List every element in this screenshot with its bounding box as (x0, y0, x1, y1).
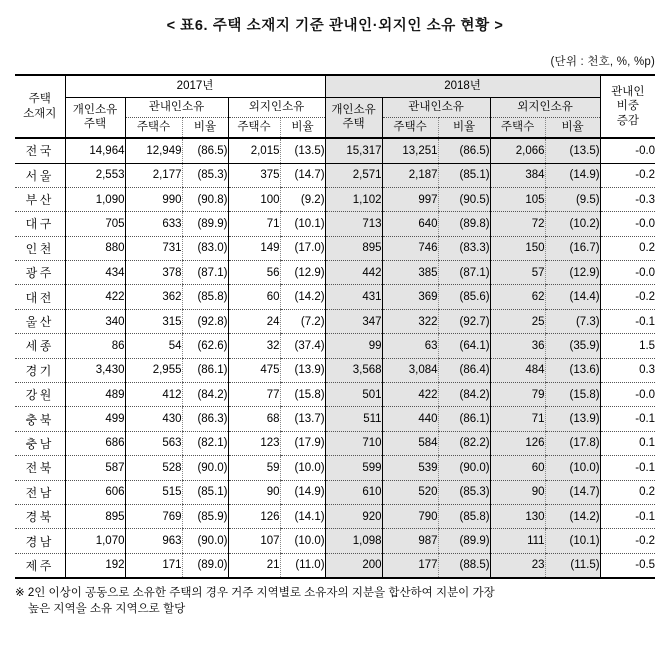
cell-2018-outside-ratio: (16.7) (545, 236, 600, 260)
cell-2018-local-count: 790 (382, 504, 438, 528)
row-header-region: 서울 (15, 163, 65, 187)
cell-2018-local-count: 584 (382, 431, 438, 455)
cell-delta: -0.3 (600, 187, 655, 211)
cell-2017-personal-owned: 422 (65, 285, 125, 309)
cell-2018-personal-owned: 610 (325, 480, 382, 504)
cell-2018-outside-count: 150 (490, 236, 545, 260)
row-header-region: 전국 (15, 138, 65, 163)
table-row (15, 261, 655, 285)
cell-2017-personal-owned: 1,090 (65, 187, 125, 211)
table-row (15, 163, 655, 187)
stub-header-line2: 소재지 (23, 107, 57, 120)
cell-2017-local-count: 2,177 (125, 163, 182, 187)
cell-2018-personal-owned: 920 (325, 504, 382, 528)
cell-2018-local-count: 63 (382, 334, 438, 358)
cell-2017-local-count: 12,949 (125, 138, 182, 163)
header-row-groups (15, 97, 655, 117)
cell-2018-outside-ratio: (12.9) (545, 261, 600, 285)
table-row (15, 456, 655, 480)
cell-2018-local-count: 997 (382, 187, 438, 211)
cell-2018-outside-ratio: (13.5) (545, 138, 600, 163)
cell-2017-local-ratio: (90.0) (182, 456, 228, 480)
cell-2018-outside-count: 130 (490, 504, 545, 528)
cell-2017-local-ratio: (90.8) (182, 187, 228, 211)
cell-2017-outside-count: 123 (228, 431, 280, 455)
cell-2018-local-ratio: (89.8) (438, 212, 490, 236)
cell-2017-local-count: 171 (125, 553, 182, 577)
cell-2018-personal-owned: 713 (325, 212, 382, 236)
header-2017-personal-owned (65, 97, 125, 138)
cell-2018-outside-ratio: (35.9) (545, 334, 600, 358)
cell-delta: -0.1 (600, 456, 655, 480)
cell-2018-local-ratio: (88.5) (438, 553, 490, 577)
cell-2017-personal-owned: 705 (65, 212, 125, 236)
cell-2017-local-count: 515 (125, 480, 182, 504)
cell-delta: -0.0 (600, 383, 655, 407)
cell-2018-local-count: 2,187 (382, 163, 438, 187)
cell-2018-outside-ratio: (13.6) (545, 358, 600, 382)
header-row-years (15, 75, 655, 97)
cell-2018-outside-count: 25 (490, 309, 545, 333)
row-header-region: 충남 (15, 431, 65, 455)
cell-2018-local-ratio: (85.6) (438, 285, 490, 309)
cell-2018-outside-count: 79 (490, 383, 545, 407)
cell-2017-local-ratio: (85.3) (182, 163, 228, 187)
cell-2017-outside-count: 149 (228, 236, 280, 260)
cell-2017-outside-count: 77 (228, 383, 280, 407)
cell-2017-personal-owned: 489 (65, 383, 125, 407)
cell-2017-local-ratio: (87.1) (182, 261, 228, 285)
cell-2017-outside-count: 126 (228, 504, 280, 528)
cell-2018-local-ratio: (86.1) (438, 407, 490, 431)
cell-2017-outside-count: 68 (228, 407, 280, 431)
cell-2018-outside-count: 36 (490, 334, 545, 358)
cell-2017-local-ratio: (86.1) (182, 358, 228, 382)
table-row (15, 431, 655, 455)
cell-2017-outside-count: 21 (228, 553, 280, 577)
cell-2018-personal-owned: 2,571 (325, 163, 382, 187)
cell-delta: -0.2 (600, 529, 655, 553)
cell-2017-local-count: 2,955 (125, 358, 182, 382)
header-2017-personal-owned-line1: 개인소유 (72, 104, 118, 117)
cell-2017-local-count: 769 (125, 504, 182, 528)
cell-2017-outside-ratio: (10.0) (280, 456, 325, 480)
cell-2017-outside-ratio: (11.0) (280, 553, 325, 577)
cell-2017-local-ratio: (85.8) (182, 285, 228, 309)
cell-2018-personal-owned: 3,568 (325, 358, 382, 382)
cell-2017-personal-owned: 587 (65, 456, 125, 480)
cell-2017-local-count: 412 (125, 383, 182, 407)
cell-2018-outside-count: 484 (490, 358, 545, 382)
header-year-2017: 2017년 (65, 75, 325, 97)
cell-2017-local-count: 430 (125, 407, 182, 431)
cell-2018-outside-ratio: (7.3) (545, 309, 600, 333)
cell-2017-local-count: 54 (125, 334, 182, 358)
row-header-region: 대전 (15, 285, 65, 309)
table-row (15, 334, 655, 358)
header-delta-line1: 관내인 (611, 86, 645, 99)
cell-2017-local-count: 963 (125, 529, 182, 553)
cell-2018-local-ratio: (90.5) (438, 187, 490, 211)
cell-2017-outside-count: 90 (228, 480, 280, 504)
cell-2018-outside-count: 111 (490, 529, 545, 553)
cell-2017-outside-ratio: (7.2) (280, 309, 325, 333)
cell-2017-local-count: 731 (125, 236, 182, 260)
cell-2017-outside-count: 56 (228, 261, 280, 285)
cell-2017-local-count: 563 (125, 431, 182, 455)
cell-2018-local-ratio: (64.1) (438, 334, 490, 358)
cell-2017-outside-count: 100 (228, 187, 280, 211)
cell-delta: -0.1 (600, 504, 655, 528)
table-row (15, 553, 655, 577)
cell-2017-local-ratio: (86.5) (182, 138, 228, 163)
cell-2018-outside-count: 57 (490, 261, 545, 285)
header-2017-outside-count: 주택수 (228, 117, 280, 138)
cell-2017-local-count: 633 (125, 212, 182, 236)
cell-2018-local-count: 385 (382, 261, 438, 285)
row-header-region: 충북 (15, 407, 65, 431)
cell-delta: 0.2 (600, 236, 655, 260)
cell-2018-personal-owned: 200 (325, 553, 382, 577)
unit-note: (단위 : 천호, %, %p) (550, 56, 655, 68)
cell-2017-outside-count: 475 (228, 358, 280, 382)
table-row (15, 138, 655, 163)
cell-2017-local-count: 378 (125, 261, 182, 285)
row-header-region: 대구 (15, 212, 65, 236)
table-body (15, 138, 655, 578)
page-title: < 표6. 주택 소재지 기준 관내인·외지인 소유 현황 > (166, 18, 504, 34)
cell-2017-outside-ratio: (13.5) (280, 138, 325, 163)
cell-2017-outside-ratio: (13.7) (280, 407, 325, 431)
cell-2017-local-ratio: (89.9) (182, 212, 228, 236)
header-delta-line2: 비중 (616, 100, 639, 113)
cell-2017-local-ratio: (82.1) (182, 431, 228, 455)
cell-2018-outside-count: 62 (490, 285, 545, 309)
cell-2018-outside-ratio: (10.1) (545, 529, 600, 553)
cell-delta: 1.5 (600, 334, 655, 358)
cell-2018-outside-ratio: (9.5) (545, 187, 600, 211)
cell-2017-outside-ratio: (13.9) (280, 358, 325, 382)
cell-2017-outside-count: 107 (228, 529, 280, 553)
header-year-2018: 2018년 (325, 75, 600, 97)
cell-2018-outside-ratio: (10.2) (545, 212, 600, 236)
cell-2018-personal-owned: 599 (325, 456, 382, 480)
cell-2018-local-ratio: (90.0) (438, 456, 490, 480)
stub-header-line1: 주택 (28, 93, 51, 106)
cell-2018-local-count: 640 (382, 212, 438, 236)
cell-2018-outside-ratio: (14.4) (545, 285, 600, 309)
header-2017-local-count: 주택수 (125, 117, 182, 138)
cell-2017-personal-owned: 340 (65, 309, 125, 333)
cell-2018-personal-owned: 501 (325, 383, 382, 407)
footnote-line1: ※ 2인 이상이 공동으로 소유한 주택의 경우 거주 지역별로 소유자의 지분을 합산하여 지분이 가장 (15, 586, 495, 599)
header-2018-outside-owner: 외지인소유 (490, 97, 600, 117)
footnote (0, 579, 670, 618)
cell-2018-local-ratio: (85.8) (438, 504, 490, 528)
table-container (0, 69, 670, 579)
cell-2017-outside-count: 71 (228, 212, 280, 236)
cell-2018-outside-count: 90 (490, 480, 545, 504)
stub-header (15, 75, 65, 138)
cell-2017-local-ratio: (90.0) (182, 529, 228, 553)
cell-2018-outside-count: 60 (490, 456, 545, 480)
cell-2018-local-count: 177 (382, 553, 438, 577)
cell-2017-local-ratio: (83.0) (182, 236, 228, 260)
row-header-region: 제주 (15, 553, 65, 577)
table-row (15, 358, 655, 382)
cell-2018-local-ratio: (84.2) (438, 383, 490, 407)
cell-2018-local-count: 987 (382, 529, 438, 553)
cell-2018-local-count: 520 (382, 480, 438, 504)
cell-2018-local-count: 440 (382, 407, 438, 431)
row-header-region: 울산 (15, 309, 65, 333)
cell-2018-personal-owned: 99 (325, 334, 382, 358)
cell-2017-personal-owned: 86 (65, 334, 125, 358)
cell-2017-outside-ratio: (17.9) (280, 431, 325, 455)
cell-2017-outside-count: 59 (228, 456, 280, 480)
cell-2017-personal-owned: 895 (65, 504, 125, 528)
cell-2018-local-ratio: (82.2) (438, 431, 490, 455)
cell-2018-outside-count: 384 (490, 163, 545, 187)
cell-2017-outside-ratio: (14.9) (280, 480, 325, 504)
cell-2017-outside-count: 32 (228, 334, 280, 358)
cell-2017-local-count: 528 (125, 456, 182, 480)
cell-2017-outside-ratio: (14.7) (280, 163, 325, 187)
header-2017-outside-owner: 외지인소유 (228, 97, 325, 117)
cell-2018-outside-ratio: (10.0) (545, 456, 600, 480)
header-2018-personal-owned-line1: 개인소유 (331, 104, 376, 117)
header-2018-local-count: 주택수 (382, 117, 438, 138)
cell-2017-outside-ratio: (9.2) (280, 187, 325, 211)
cell-2017-outside-ratio: (10.1) (280, 212, 325, 236)
cell-2018-outside-count: 105 (490, 187, 545, 211)
cell-2018-personal-owned: 1,102 (325, 187, 382, 211)
cell-delta: -0.1 (600, 407, 655, 431)
cell-delta: -0.0 (600, 261, 655, 285)
cell-2017-outside-count: 375 (228, 163, 280, 187)
table-row (15, 504, 655, 528)
cell-2017-outside-ratio: (14.2) (280, 285, 325, 309)
header-2018-personal-owned-line2: 주택 (342, 118, 365, 131)
cell-2017-personal-owned: 2,553 (65, 163, 125, 187)
cell-2018-outside-count: 72 (490, 212, 545, 236)
row-header-region: 전북 (15, 456, 65, 480)
table-row (15, 187, 655, 211)
footnote-line2: 높은 지역을 소유 지역으로 할당 (28, 603, 186, 616)
cell-2018-outside-count: 71 (490, 407, 545, 431)
housing-ownership-table (15, 74, 655, 579)
cell-2017-outside-count: 2,015 (228, 138, 280, 163)
cell-delta: -0.0 (600, 212, 655, 236)
cell-2017-outside-ratio: (17.0) (280, 236, 325, 260)
cell-2017-local-ratio: (92.8) (182, 309, 228, 333)
header-2018-outside-ratio: 비율 (545, 117, 600, 138)
cell-2018-personal-owned: 511 (325, 407, 382, 431)
cell-2018-local-count: 3,084 (382, 358, 438, 382)
cell-2018-local-ratio: (86.4) (438, 358, 490, 382)
cell-delta: -0.1 (600, 309, 655, 333)
cell-2017-personal-owned: 1,070 (65, 529, 125, 553)
row-header-region: 부산 (15, 187, 65, 211)
cell-2017-outside-ratio: (12.9) (280, 261, 325, 285)
cell-2018-local-count: 422 (382, 383, 438, 407)
cell-2018-local-count: 539 (382, 456, 438, 480)
cell-delta: -0.0 (600, 138, 655, 163)
cell-2018-personal-owned: 442 (325, 261, 382, 285)
row-header-region: 인천 (15, 236, 65, 260)
row-header-region: 세종 (15, 334, 65, 358)
row-header-region: 경기 (15, 358, 65, 382)
cell-2017-outside-count: 24 (228, 309, 280, 333)
cell-2018-local-ratio: (85.3) (438, 480, 490, 504)
cell-2017-local-count: 362 (125, 285, 182, 309)
cell-delta: 0.1 (600, 431, 655, 455)
cell-2018-local-ratio: (89.9) (438, 529, 490, 553)
cell-2017-local-ratio: (89.0) (182, 553, 228, 577)
cell-2018-outside-ratio: (14.2) (545, 504, 600, 528)
table-row (15, 480, 655, 504)
cell-2018-personal-owned: 15,317 (325, 138, 382, 163)
cell-2018-outside-ratio: (17.8) (545, 431, 600, 455)
row-header-region: 광주 (15, 261, 65, 285)
row-header-region: 경북 (15, 504, 65, 528)
table-row (15, 212, 655, 236)
cell-2017-personal-owned: 880 (65, 236, 125, 260)
table-row (15, 407, 655, 431)
header-2017-outside-ratio: 비율 (280, 117, 325, 138)
table-row (15, 309, 655, 333)
cell-2018-local-count: 13,251 (382, 138, 438, 163)
header-2017-local-owner: 관내인소유 (125, 97, 228, 117)
cell-2018-local-count: 322 (382, 309, 438, 333)
cell-2017-personal-owned: 686 (65, 431, 125, 455)
header-2017-personal-owned-line2: 주택 (83, 118, 107, 131)
cell-2018-local-ratio: (85.1) (438, 163, 490, 187)
cell-2017-local-ratio: (84.2) (182, 383, 228, 407)
cell-2018-personal-owned: 1,098 (325, 529, 382, 553)
cell-delta: -0.5 (600, 553, 655, 577)
cell-2017-personal-owned: 499 (65, 407, 125, 431)
cell-2017-local-count: 990 (125, 187, 182, 211)
cell-2017-local-ratio: (85.9) (182, 504, 228, 528)
cell-2017-personal-owned: 3,430 (65, 358, 125, 382)
cell-2018-outside-ratio: (15.8) (545, 383, 600, 407)
cell-2017-outside-ratio: (10.0) (280, 529, 325, 553)
cell-2018-local-ratio: (83.3) (438, 236, 490, 260)
cell-2017-outside-count: 60 (228, 285, 280, 309)
cell-2017-local-ratio: (62.6) (182, 334, 228, 358)
cell-2017-local-count: 315 (125, 309, 182, 333)
header-2018-outside-count: 주택수 (490, 117, 545, 138)
cell-2018-local-count: 746 (382, 236, 438, 260)
header-delta-line3: 증감 (616, 114, 639, 127)
cell-2018-outside-ratio: (11.5) (545, 553, 600, 577)
cell-2018-local-ratio: (87.1) (438, 261, 490, 285)
cell-2018-personal-owned: 347 (325, 309, 382, 333)
cell-2018-personal-owned: 710 (325, 431, 382, 455)
cell-delta: -0.2 (600, 163, 655, 187)
cell-2018-outside-ratio: (14.7) (545, 480, 600, 504)
cell-2017-personal-owned: 434 (65, 261, 125, 285)
table-row (15, 383, 655, 407)
row-header-region: 경남 (15, 529, 65, 553)
cell-2017-personal-owned: 192 (65, 553, 125, 577)
row-header-region: 전남 (15, 480, 65, 504)
cell-2018-outside-ratio: (13.9) (545, 407, 600, 431)
cell-2018-outside-count: 126 (490, 431, 545, 455)
cell-2017-local-ratio: (85.1) (182, 480, 228, 504)
cell-2017-outside-ratio: (14.1) (280, 504, 325, 528)
table-header (15, 75, 655, 138)
cell-2017-outside-ratio: (37.4) (280, 334, 325, 358)
cell-delta: -0.2 (600, 285, 655, 309)
table-row (15, 285, 655, 309)
cell-2018-local-ratio: (86.5) (438, 138, 490, 163)
cell-delta: 0.2 (600, 480, 655, 504)
cell-2017-personal-owned: 606 (65, 480, 125, 504)
cell-2017-local-ratio: (86.3) (182, 407, 228, 431)
cell-2017-personal-owned: 14,964 (65, 138, 125, 163)
cell-delta: 0.3 (600, 358, 655, 382)
table-row (15, 529, 655, 553)
cell-2018-outside-count: 23 (490, 553, 545, 577)
cell-2018-local-count: 369 (382, 285, 438, 309)
cell-2018-personal-owned: 431 (325, 285, 382, 309)
header-delta-column (600, 75, 655, 138)
cell-2018-personal-owned: 895 (325, 236, 382, 260)
row-header-region: 강원 (15, 383, 65, 407)
header-2017-local-ratio: 비율 (182, 117, 228, 138)
cell-2017-outside-ratio: (15.8) (280, 383, 325, 407)
cell-2018-outside-count: 2,066 (490, 138, 545, 163)
header-2018-local-ratio: 비율 (438, 117, 490, 138)
header-2018-personal-owned (325, 97, 382, 138)
header-2018-local-owner: 관내인소유 (382, 97, 490, 117)
cell-2018-local-ratio: (92.7) (438, 309, 490, 333)
cell-2018-outside-ratio: (14.9) (545, 163, 600, 187)
table-row (15, 236, 655, 260)
